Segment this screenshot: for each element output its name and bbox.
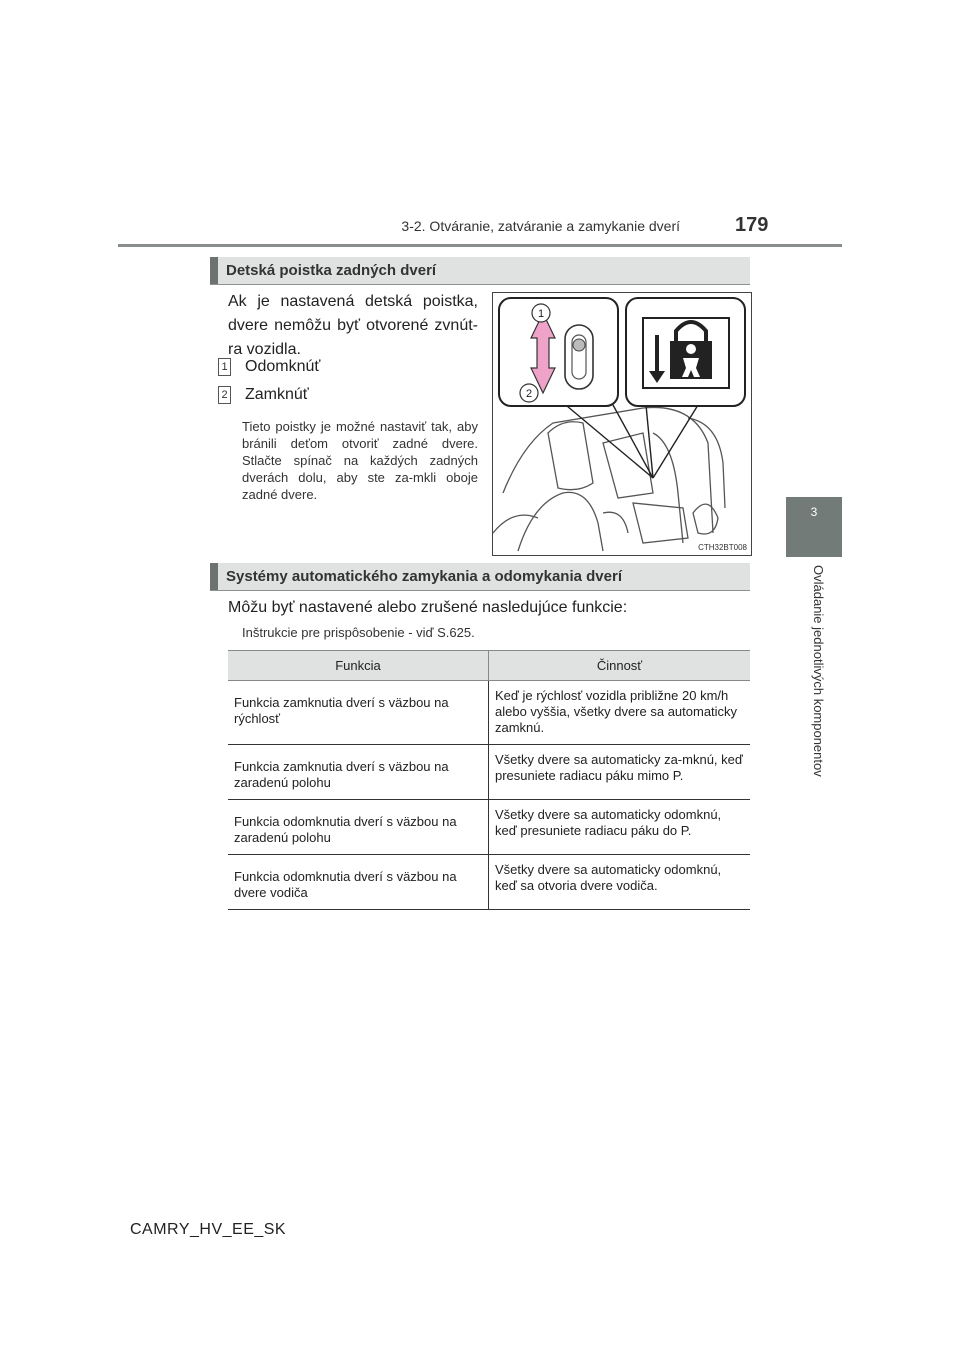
action-cell: Všetky dvere sa automaticky za-mknú, keď presuniete radiacu páku mimo P. <box>489 745 751 800</box>
heading-marker <box>210 563 218 590</box>
callout-1-label: 1 <box>537 308 545 320</box>
car-door-sketch <box>493 407 725 551</box>
action-cell: Všetky dvere sa automaticky odomknú, keď sa otvoria dvere vodiča. <box>489 855 751 910</box>
table-row <box>228 800 750 855</box>
customization-note: Inštrukcie pre prispôsobenie - viď S.625. <box>242 625 475 640</box>
table-row <box>228 745 750 800</box>
section-title: Systémy automatického zamykania a odomykania dverí <box>226 568 622 585</box>
child-figure-icon <box>686 344 696 354</box>
section-heading-child-lock <box>210 257 750 285</box>
item-label: Zamknúť <box>245 386 309 403</box>
page-number: 179 <box>735 214 769 236</box>
child-lock-note: Tieto poistky je možné nastaviť tak, aby bránili deťom otvoriť zadné dvere. Stlačte spínač na každých zadných dverách dolu, aby ste za-mkli oboje zadné dvere. <box>242 419 478 502</box>
pointer-lines <box>561 401 698 478</box>
table-row <box>228 855 750 910</box>
chapter-number: 3 <box>810 505 818 519</box>
running-header-section: 3-2. Otváranie, zatváranie a zamykanie dverí <box>401 218 680 234</box>
function-cell: Funkcia zamknutia dverí s väzbou na zaradenú polohu <box>228 745 489 800</box>
heading-marker <box>210 257 218 284</box>
child-lock-illustration <box>492 292 752 556</box>
action-cell: Keď je rýchlosť vozidla približne 20 km/h alebo vyššia, všetky dvere sa automaticky zamknú. <box>489 681 751 745</box>
column-header-function: Funkcia <box>228 651 489 681</box>
table-row <box>228 681 750 745</box>
function-cell: Funkcia odomknutia dverí s väzbou na zaradenú polohu <box>228 800 489 855</box>
column-header-action: Činnosť <box>489 651 751 681</box>
item-number: 1 <box>218 358 231 376</box>
table-header-row <box>228 651 750 681</box>
model-code: CAMRY_HV_EE_SK <box>130 1221 287 1238</box>
auto-lock-intro: Môžu byť nastavené alebo zrušené nasledujúce funkcie: <box>228 599 628 616</box>
switch-callout-panel <box>499 298 618 406</box>
header-rule <box>118 244 842 247</box>
list-item-unlock <box>218 358 320 376</box>
function-cell: Funkcia odomknutia dverí s väzbou na dvere vodiča <box>228 855 489 910</box>
chapter-title: Ovládanie jednotlivých komponentov <box>811 565 826 777</box>
item-label: Odomknúť <box>245 358 321 375</box>
section-title: Detská poistka zadných dverí <box>226 262 437 279</box>
illustration-code: CTH32BT008 <box>698 543 747 552</box>
auto-lock-functions-table <box>228 650 750 910</box>
item-number: 2 <box>218 386 231 404</box>
child-lock-intro: Ak je nastavená detská poistka, dvere nemôžu byť otvorené zvnút-ra vozidla. <box>228 293 478 358</box>
section-heading-auto-lock <box>210 563 750 591</box>
list-item-lock <box>218 386 309 404</box>
callout-2-label: 2 <box>525 388 533 400</box>
door-lock-drawing <box>493 293 751 555</box>
function-cell: Funkcia zamknutia dverí s väzbou na rýchlosť <box>228 681 489 745</box>
action-cell: Všetky dvere sa automaticky odomknú, keď presuniete radiacu páku do P. <box>489 800 751 855</box>
